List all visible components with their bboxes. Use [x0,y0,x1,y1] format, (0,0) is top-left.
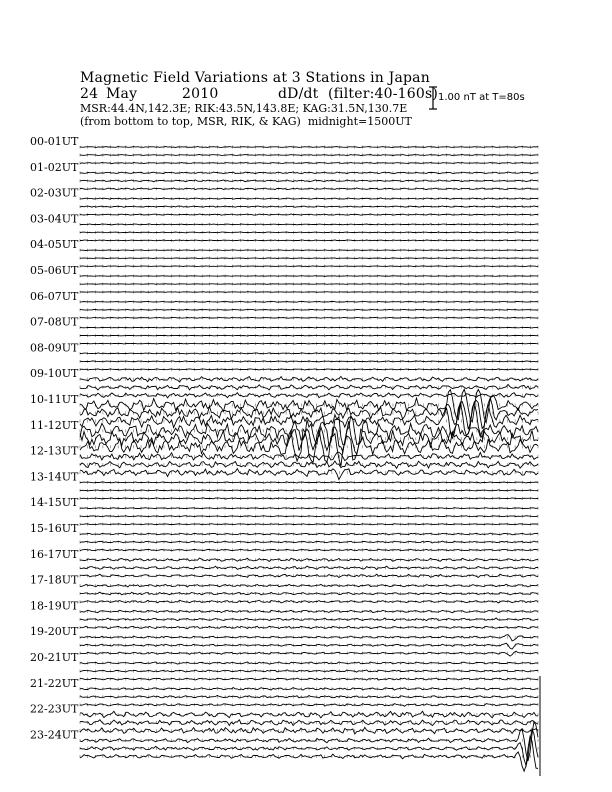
hour-label: 20-21UT [30,651,79,664]
trace-msr [80,292,538,293]
filter-label: (filter:40-160s) [328,86,439,102]
hour-label: 11-12UT [30,418,79,432]
trace-msr [80,240,538,241]
hour-label: 16-17UT [30,547,79,561]
hour-label: 15-16UT [30,522,79,535]
hour-label: 19-20UT [30,625,79,639]
hour-label: 05-06UT [30,264,79,277]
hour-label: 23-24UT [30,728,79,742]
hour-label: 00-01UT [30,135,79,148]
hour-label: 04-05UT [30,238,79,252]
hour-label: 22-23UT [30,702,79,716]
hour-label: 14-15UT [30,496,79,510]
hour-label: 10-11UT [30,393,79,406]
trace-rik [80,155,538,156]
hour-label: 06-07UT [30,289,79,303]
hour-label: 08-09UT [30,341,79,355]
hour-label: 03-04UT [30,212,79,226]
trace-rik [80,258,538,259]
hour-label: 13-14UT [30,470,79,484]
hour-label: 17-18UT [30,573,79,587]
date-year: 2010 [182,86,219,102]
hour-label: 18-19UT [30,599,79,613]
station-order: (from bottom to top, MSR, RIK, & KAG) [80,115,301,128]
trace-msr [80,266,538,267]
chart-title: Magnetic Field Variations at 3 Stations in Japan [80,70,430,86]
hour-label: 01-02UT [30,160,79,174]
component-label: dD/dt [278,86,319,102]
hour-label: 12-13UT [30,444,79,458]
trace-kag [80,250,538,251]
hour-label: 21-22UT [30,676,79,690]
trace-kag [80,276,538,277]
hour-label: 09-10UT [30,367,79,381]
trace-rik [80,335,538,336]
trace-rik [80,284,538,285]
hour-label: 02-03UT [30,186,79,200]
hour-label: 07-08UT [30,315,79,329]
trace-kag [80,327,538,328]
scale-label: 1.00 nT at T=80s [438,92,525,103]
date-month: May [106,86,138,102]
date-day: 24 [80,86,99,102]
station-coords: MSR:44.4N,142.3E; RIK:43.5N,143.8E; KAG:31.5N,130.7E [80,102,408,115]
trace-msr [80,343,538,344]
midnight-note: midnight=1500UT [307,115,412,128]
